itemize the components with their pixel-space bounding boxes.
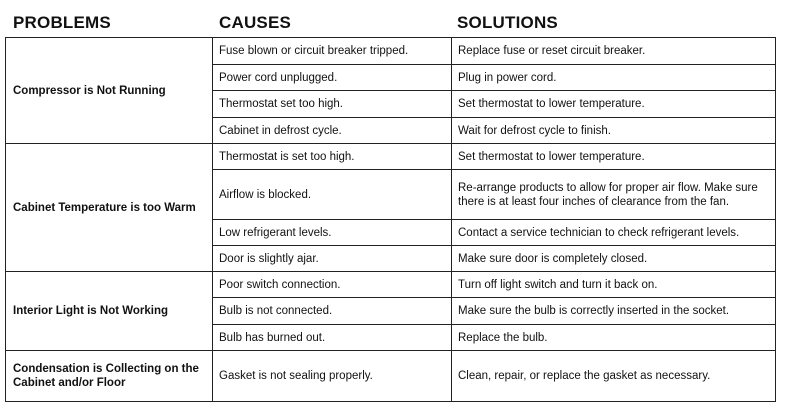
solution-cell: Set thermostat to lower temperature. — [452, 144, 776, 170]
solution-cell: Plug in power cord. — [452, 65, 776, 91]
solution-cell: Replace the bulb. — [452, 325, 776, 351]
header-solutions: SOLUTIONS — [457, 13, 558, 32]
solution-cell: Make sure the bulb is correctly inserted in the socket. — [452, 298, 776, 325]
table-row — [6, 38, 776, 65]
solution-cell: Contact a service technician to check refrigerant levels. — [452, 220, 776, 246]
cause-cell: Thermostat set too high. — [213, 91, 452, 118]
cause-cell: Airflow is blocked. — [213, 170, 452, 220]
solution-cell: Re-arrange products to allow for proper air flow. Make sure there is at least four inches of clearance from the fan. — [452, 170, 776, 220]
troubleshooting-table — [5, 37, 776, 402]
header-problems: PROBLEMS — [13, 13, 111, 32]
cause-cell: Gasket is not sealing properly. — [213, 351, 452, 402]
cause-cell: Power cord unplugged. — [213, 65, 452, 91]
table-row — [6, 351, 776, 402]
cause-cell: Cabinet in defrost cycle. — [213, 118, 452, 144]
problem-cell: Interior Light is Not Working — [6, 272, 213, 351]
solution-cell: Wait for defrost cycle to finish. — [452, 118, 776, 144]
header-causes: CAUSES — [219, 13, 292, 32]
cause-cell: Door is slightly ajar. — [213, 246, 452, 272]
table-row — [6, 272, 776, 298]
problem-cell: Condensation is Collecting on the Cabinet and/or Floor — [6, 351, 213, 402]
table-row — [6, 144, 776, 170]
cause-cell: Bulb has burned out. — [213, 325, 452, 351]
cause-cell: Thermostat is set too high. — [213, 144, 452, 170]
cause-cell: Low refrigerant levels. — [213, 220, 452, 246]
cause-cell: Fuse blown or circuit breaker tripped. — [213, 38, 452, 65]
problem-cell: Cabinet Temperature is too Warm — [6, 144, 213, 272]
solution-cell: Set thermostat to lower temperature. — [452, 91, 776, 118]
solution-cell: Clean, repair, or replace the gasket as necessary. — [452, 351, 776, 402]
problem-cell: Compressor is Not Running — [6, 38, 213, 144]
solution-cell: Make sure door is completely closed. — [452, 246, 776, 272]
solution-cell: Replace fuse or reset circuit breaker. — [452, 38, 776, 65]
column-headers — [0, 13, 793, 35]
cause-cell: Bulb is not connected. — [213, 298, 452, 325]
cause-cell: Poor switch connection. — [213, 272, 452, 298]
solution-cell: Turn off light switch and turn it back on. — [452, 272, 776, 298]
